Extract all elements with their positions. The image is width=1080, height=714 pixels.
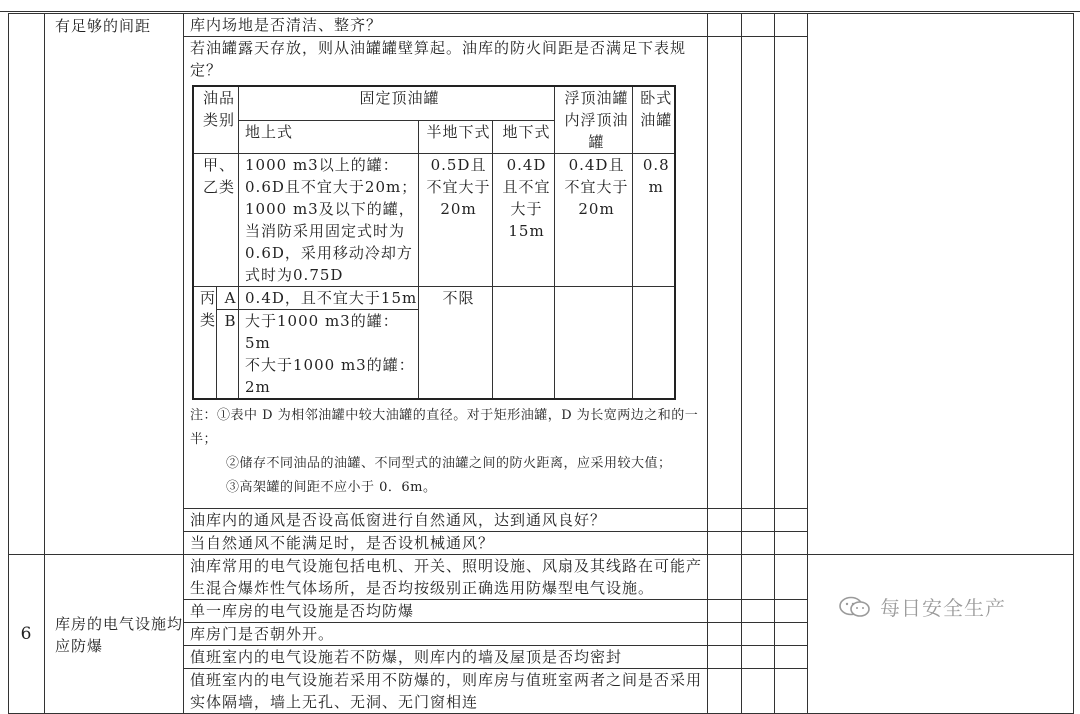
cell-semi-c: 不限 <box>419 287 493 400</box>
header-fixed-roof: 固定顶油罐 <box>239 86 555 120</box>
cell-above-c-a: 0.4D，且不宜大于15m <box>239 287 419 310</box>
header-underground: 地下式 <box>493 120 555 153</box>
check-question: 若油罐露天存放，则从油罐罐壁算起。油库的防火间距是否满足下表规定？ <box>190 39 687 79</box>
fire-spacing-table <box>192 85 676 400</box>
cat-class-c: 丙类 <box>193 287 217 400</box>
item-number: 6 <box>9 555 45 714</box>
check-question: 库房门是否朝外开。 <box>184 623 708 646</box>
cell-float-ab: 0.4D且不宜大于20m <box>555 154 633 287</box>
cat-b: B <box>217 310 239 400</box>
cell-under-ab: 0.4D且不宜大于15m <box>493 154 555 287</box>
check-question: 当自然通风不能满足时，是否设机械通风？ <box>184 532 708 555</box>
header-horizontal: 卧式油罐 <box>633 86 675 154</box>
cell-semi-ab: 0.5D且不宜大于20m <box>419 154 493 287</box>
header-semi-underground: 半地下式 <box>419 120 493 153</box>
cat-class-ab: 甲、乙类 <box>193 154 239 287</box>
check-question: 值班室内的电气设施若不防爆，则库内的墙及屋顶是否均密封 <box>184 646 708 669</box>
check-question: 值班室内的电气设施若采用不防爆的，则库房与值班室两者之间是否采用实体隔墙，墙上无孔、无洞、无门窗相连 <box>184 669 708 714</box>
watermark <box>838 592 1006 621</box>
check-question: 单一库房的电气设施是否均防爆 <box>184 600 708 623</box>
watermark-text: 每日安全生产 <box>880 596 1006 620</box>
check-question: 油库内的通风是否设高低窗进行自然通风，达到通风良好？ <box>184 509 708 532</box>
cell-horizontal-ab: 0.8 m <box>633 154 675 287</box>
check-question: 油库常用的电气设施包括电机、开关、照明设施、风扇及其线路在可能产生混合爆炸性气体场所，是否均按级别正确选用防爆型电气设施。 <box>184 555 708 600</box>
cell-above-ab: 1000 m3以上的罐：0.6D且不宜大于20m；1000 m3及以下的罐，当消防采用固定式时为0.6D，采用移动冷却方式时为0.75D <box>239 154 419 287</box>
item-label: 有足够的间距 <box>45 14 184 555</box>
table-row <box>9 14 1074 37</box>
cat-a: A <box>217 287 239 310</box>
item-label: 库房的电气设施均应防爆 <box>45 555 184 714</box>
header-floating-roof: 浮顶油罐内浮顶油罐 <box>555 86 633 154</box>
cell-above-c-b: 大于1000 m3的罐：5m 不大于1000 m3的罐：2m <box>239 310 419 400</box>
header-category: 油品类别 <box>193 86 239 154</box>
header-above-ground: 地上式 <box>239 120 419 153</box>
check-question: 库内场地是否清洁、整齐？ <box>184 14 708 37</box>
table-notes: 注：①表中 D 为相邻油罐中较大油罐的直径。对于矩形油罐，D 为长宽两边之和的一半； ②储存不同油品的油罐、不同型式的油罐之间的防火距离，应采用较大值； ③高架罐的间距不应小于 0．6m。 <box>190 408 699 495</box>
top-rule <box>0 11 1080 12</box>
wechat-icon <box>838 596 872 618</box>
